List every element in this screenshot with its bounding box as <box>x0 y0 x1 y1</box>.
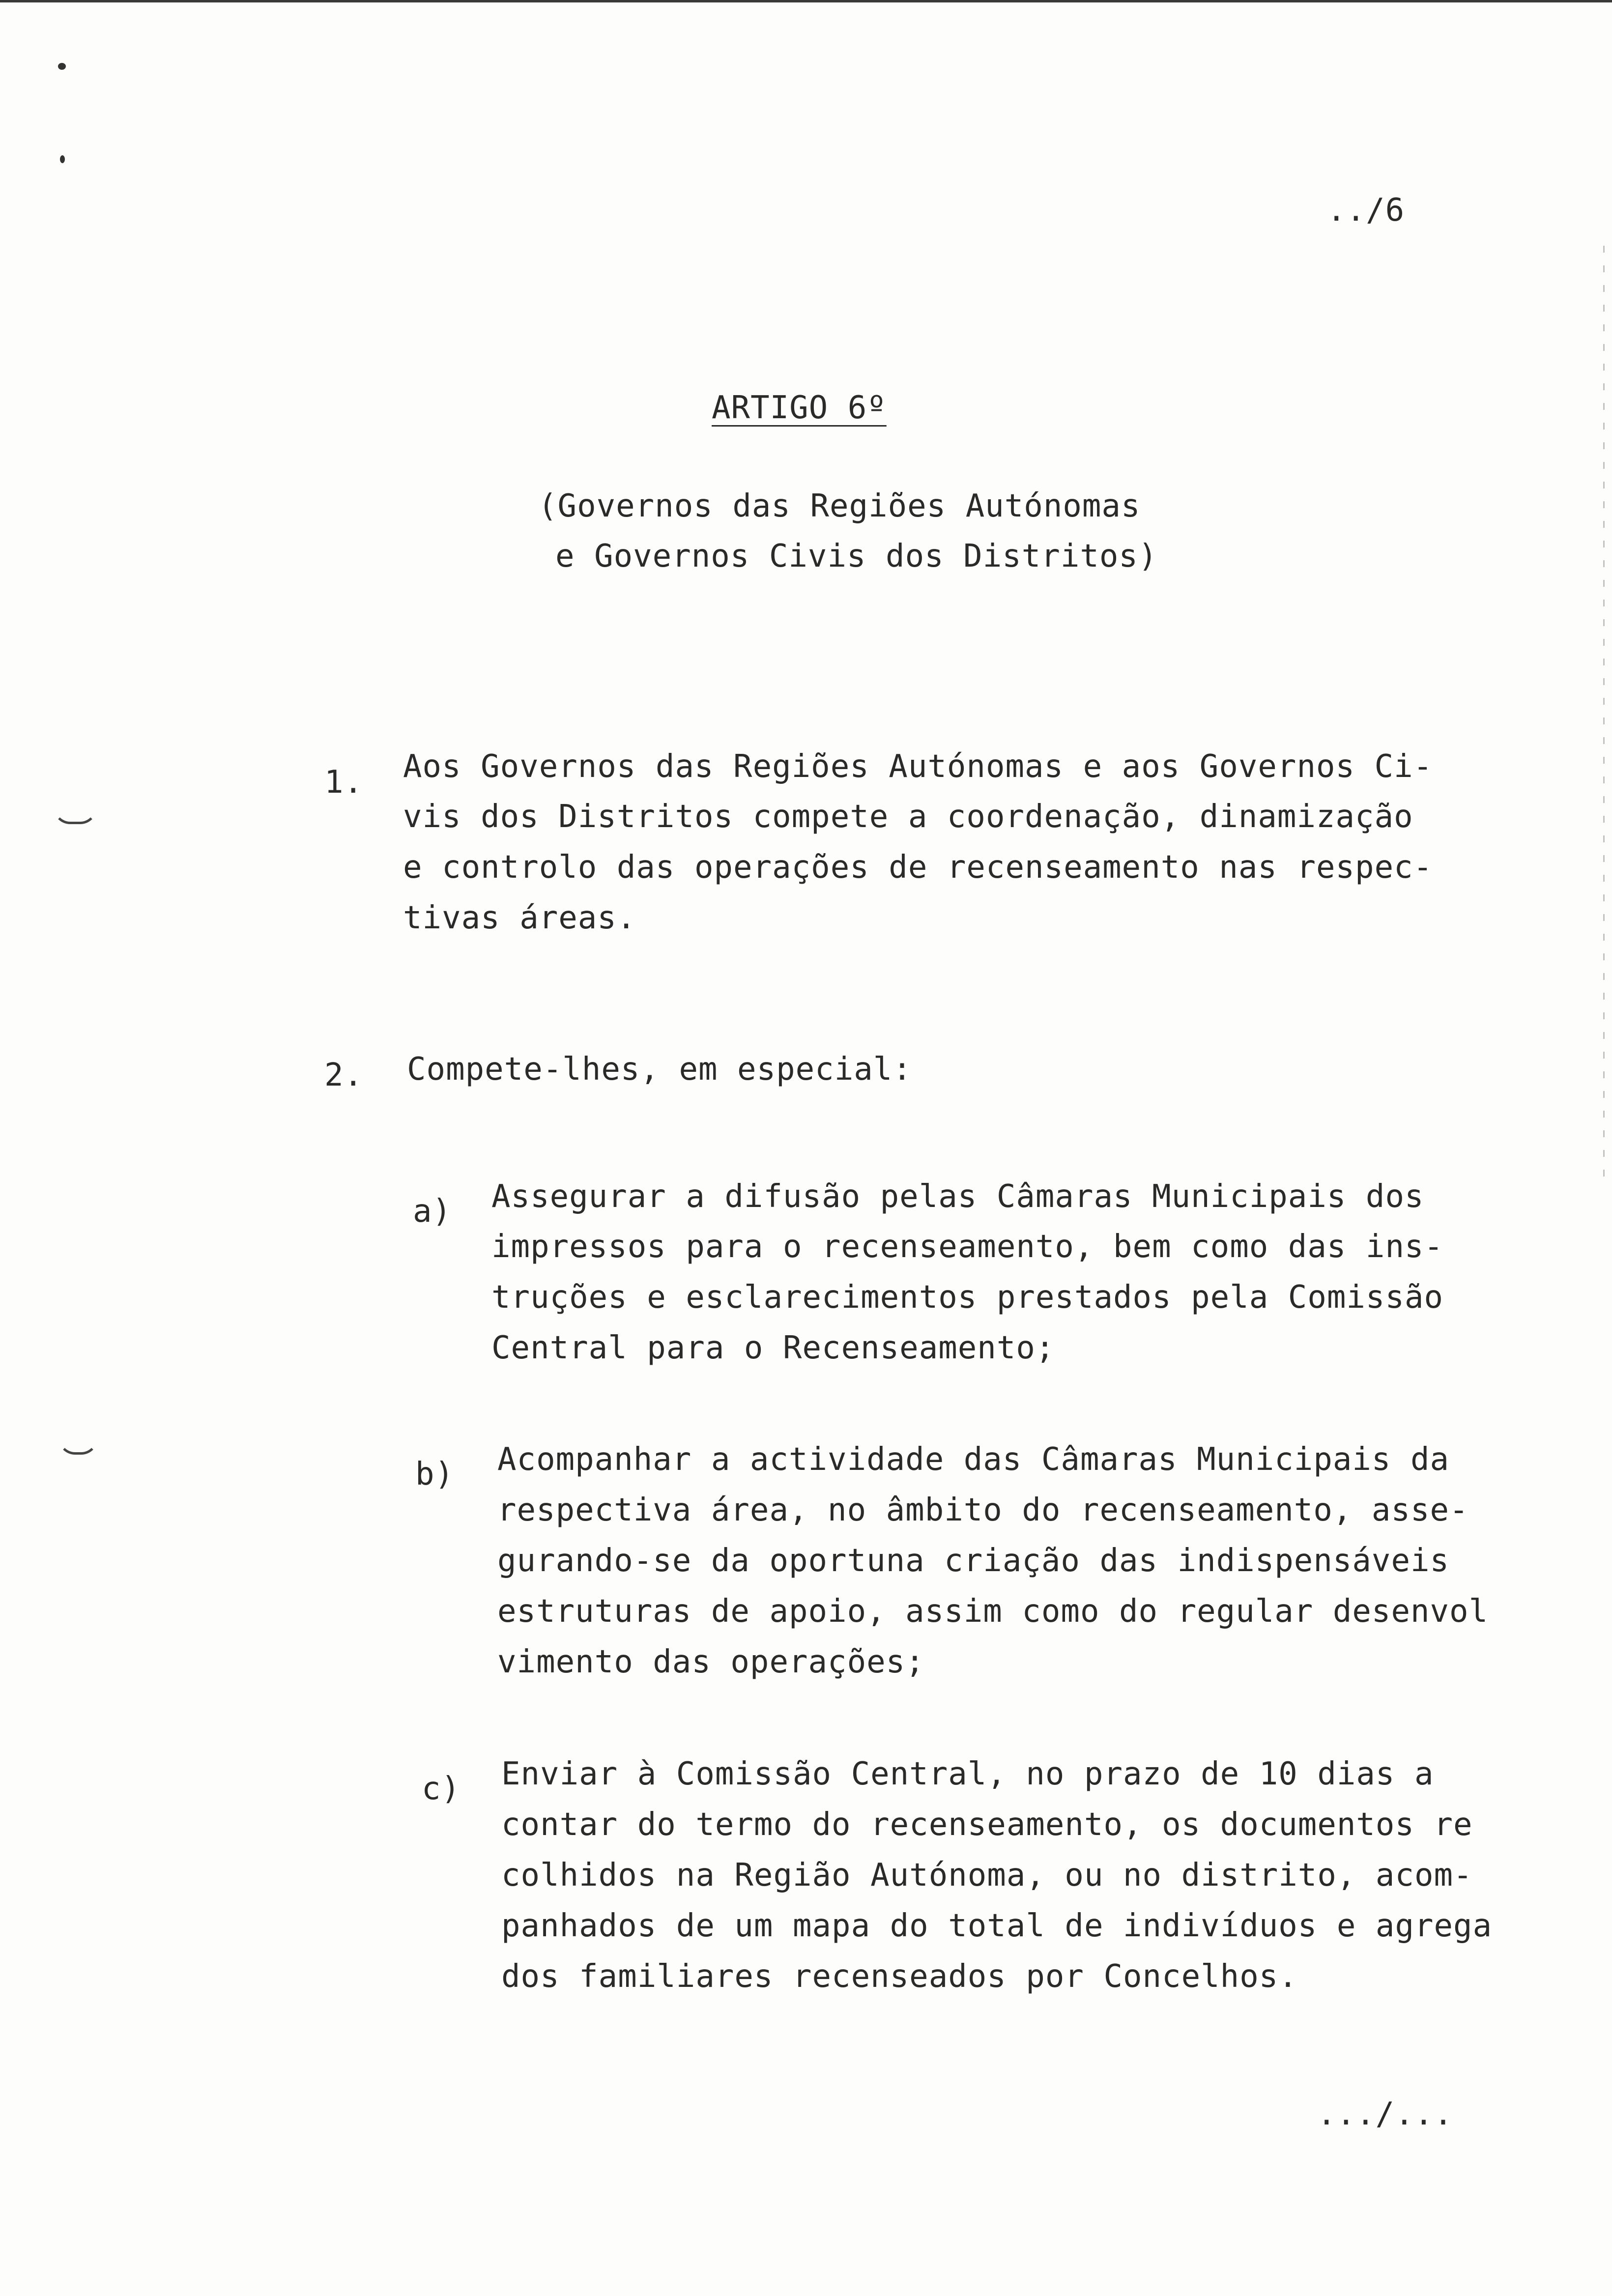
item-letter: b) <box>415 1456 455 1492</box>
page-top-edge <box>0 0 1612 2</box>
binding-mark <box>58 1437 98 1455</box>
paragraph-line: Aos Governos das Regiões Autónomas e aos Governos Ci- <box>403 748 1433 785</box>
item-line: truções e esclarecimentos prestados pela Comissão <box>491 1279 1444 1316</box>
item-line: panhados de um mapa do total de indivíduos e agrega <box>501 1908 1493 1944</box>
item-line: Acompanhar a actividade das Câmaras Municipais da <box>497 1441 1450 1478</box>
paragraph-number: 2. <box>324 1057 364 1093</box>
item-letter: c) <box>422 1771 461 1807</box>
item-line: respectiva área, no âmbito do recenseamento, asse- <box>497 1492 1469 1528</box>
paragraph-line: Compete-lhes, em especial: <box>407 1051 912 1088</box>
item-line: estruturas de apoio, assim como do regular desenvol <box>497 1593 1489 1630</box>
item-line: Enviar à Comissão Central, no prazo de 10 dias a <box>501 1756 1434 1792</box>
item-line: colhidos na Região Autónoma, ou no distrito, acom- <box>501 1857 1473 1894</box>
article-subtitle-line: (Governos das Regiões Autónomas <box>538 488 1141 524</box>
item-line: gurando-se da oportuna criação das indispensáveis <box>497 1543 1450 1579</box>
item-line: vimento das operações; <box>497 1644 925 1680</box>
paragraph-line: vis dos Distritos compete a coordenação, dinamização <box>403 799 1413 835</box>
page-right-edge-shadow <box>1603 246 1605 1179</box>
paragraph-line: tivas áreas. <box>403 900 636 936</box>
item-letter: a) <box>413 1193 452 1230</box>
article-title: ARTIGO 6º <box>712 390 887 426</box>
item-line: dos familiares recenseados por Concelhos. <box>501 1958 1298 1995</box>
item-line: Central para o Recenseamento; <box>491 1330 1055 1366</box>
punch-hole-mark <box>60 155 65 163</box>
page-number: ../6 <box>1327 192 1405 229</box>
continuation-marker: .../... <box>1317 2096 1453 2132</box>
punch-hole-mark <box>58 63 66 70</box>
item-line: contar do termo do recenseamento, os documentos re <box>501 1807 1473 1843</box>
article-subtitle-line: e Governos Civis dos Distritos) <box>555 538 1158 574</box>
paragraph-number: 1. <box>324 764 364 801</box>
binding-mark <box>53 807 97 824</box>
item-line: Assegurar a difusão pelas Câmaras Municipais dos <box>491 1178 1424 1215</box>
item-line: impressos para o recenseamento, bem como das ins- <box>491 1229 1444 1265</box>
paragraph-line: e controlo das operações de recenseamento nas respec- <box>403 849 1433 886</box>
